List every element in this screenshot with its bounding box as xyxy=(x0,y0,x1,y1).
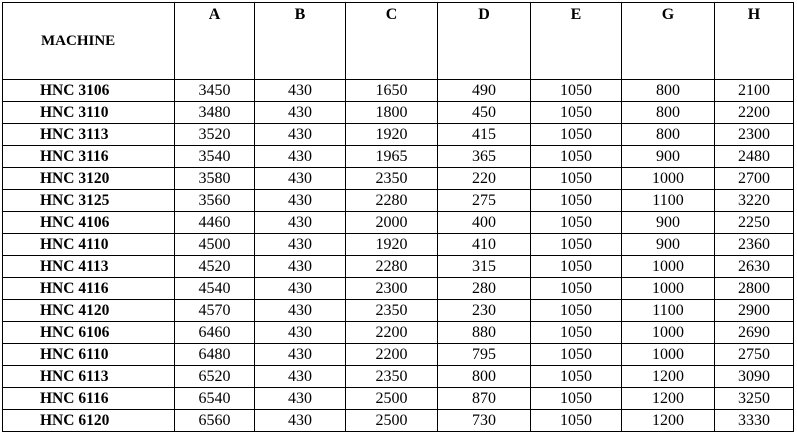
header-col-h: H xyxy=(715,3,794,80)
value-cell: 2200 xyxy=(346,322,438,344)
machine-name-cell: HNC 3125 xyxy=(3,190,175,212)
value-cell: 3480 xyxy=(175,102,255,124)
table-row xyxy=(3,234,794,256)
header-col-d: D xyxy=(438,3,531,80)
value-cell: 4570 xyxy=(175,300,255,322)
value-cell: 900 xyxy=(622,212,715,234)
value-cell: 1920 xyxy=(346,234,438,256)
value-cell: 2200 xyxy=(346,344,438,366)
value-cell: 4520 xyxy=(175,256,255,278)
value-cell: 1100 xyxy=(622,190,715,212)
value-cell: 1050 xyxy=(531,212,622,234)
value-cell: 4540 xyxy=(175,278,255,300)
value-cell: 1050 xyxy=(531,344,622,366)
value-cell: 1050 xyxy=(531,322,622,344)
machine-name-cell: HNC 4113 xyxy=(3,256,175,278)
value-cell: 430 xyxy=(255,80,346,102)
value-cell: 4500 xyxy=(175,234,255,256)
table-row xyxy=(3,300,794,322)
value-cell: 1200 xyxy=(622,388,715,410)
machine-dimensions-table xyxy=(2,2,794,432)
value-cell: 430 xyxy=(255,366,346,388)
value-cell: 400 xyxy=(438,212,531,234)
machine-name-cell: HNC 6106 xyxy=(3,322,175,344)
value-cell: 4460 xyxy=(175,212,255,234)
table-row xyxy=(3,256,794,278)
table-row xyxy=(3,278,794,300)
value-cell: 1050 xyxy=(531,102,622,124)
value-cell: 795 xyxy=(438,344,531,366)
header-col-a: A xyxy=(175,3,255,80)
value-cell: 900 xyxy=(622,146,715,168)
value-cell: 1800 xyxy=(346,102,438,124)
header-col-c: C xyxy=(346,3,438,80)
value-cell: 1965 xyxy=(346,146,438,168)
value-cell: 430 xyxy=(255,410,346,432)
value-cell: 2500 xyxy=(346,388,438,410)
table-row xyxy=(3,168,794,190)
value-cell: 6460 xyxy=(175,322,255,344)
value-cell: 2100 xyxy=(715,80,794,102)
value-cell: 1050 xyxy=(531,256,622,278)
machine-name-cell: HNC 3110 xyxy=(3,102,175,124)
value-cell: 2480 xyxy=(715,146,794,168)
value-cell: 2500 xyxy=(346,410,438,432)
value-cell: 2350 xyxy=(346,168,438,190)
machine-name-cell: HNC 6116 xyxy=(3,388,175,410)
value-cell: 1200 xyxy=(622,366,715,388)
value-cell: 2000 xyxy=(346,212,438,234)
value-cell: 220 xyxy=(438,168,531,190)
value-cell: 800 xyxy=(622,80,715,102)
table-row xyxy=(3,102,794,124)
value-cell: 730 xyxy=(438,410,531,432)
value-cell: 2200 xyxy=(715,102,794,124)
value-cell: 6480 xyxy=(175,344,255,366)
value-cell: 3330 xyxy=(715,410,794,432)
value-cell: 430 xyxy=(255,256,346,278)
value-cell: 1000 xyxy=(622,168,715,190)
header-col-e: E xyxy=(531,3,622,80)
value-cell: 870 xyxy=(438,388,531,410)
value-cell: 3220 xyxy=(715,190,794,212)
value-cell: 1050 xyxy=(531,124,622,146)
value-cell: 6540 xyxy=(175,388,255,410)
value-cell: 2690 xyxy=(715,322,794,344)
value-cell: 430 xyxy=(255,278,346,300)
header-machine: MACHINE xyxy=(3,3,175,80)
table-body xyxy=(3,80,794,432)
value-cell: 315 xyxy=(438,256,531,278)
value-cell: 800 xyxy=(622,102,715,124)
value-cell: 280 xyxy=(438,278,531,300)
value-cell: 3090 xyxy=(715,366,794,388)
value-cell: 1050 xyxy=(531,388,622,410)
table-row xyxy=(3,344,794,366)
machine-name-cell: HNC 3113 xyxy=(3,124,175,146)
value-cell: 2360 xyxy=(715,234,794,256)
value-cell: 1650 xyxy=(346,80,438,102)
value-cell: 415 xyxy=(438,124,531,146)
table-row xyxy=(3,124,794,146)
value-cell: 2700 xyxy=(715,168,794,190)
machine-name-cell: HNC 6110 xyxy=(3,344,175,366)
value-cell: 1920 xyxy=(346,124,438,146)
value-cell: 1050 xyxy=(531,300,622,322)
value-cell: 2300 xyxy=(346,278,438,300)
value-cell: 430 xyxy=(255,212,346,234)
value-cell: 430 xyxy=(255,146,346,168)
value-cell: 430 xyxy=(255,190,346,212)
machine-name-cell: HNC 4106 xyxy=(3,212,175,234)
machine-name-cell: HNC 6113 xyxy=(3,366,175,388)
value-cell: 2800 xyxy=(715,278,794,300)
value-cell: 3560 xyxy=(175,190,255,212)
value-cell: 2280 xyxy=(346,190,438,212)
value-cell: 430 xyxy=(255,124,346,146)
value-cell: 365 xyxy=(438,146,531,168)
value-cell: 1000 xyxy=(622,344,715,366)
value-cell: 2280 xyxy=(346,256,438,278)
machine-name-cell: HNC 3120 xyxy=(3,168,175,190)
header-col-g: G xyxy=(622,3,715,80)
value-cell: 1050 xyxy=(531,278,622,300)
value-cell: 410 xyxy=(438,234,531,256)
value-cell: 880 xyxy=(438,322,531,344)
value-cell: 2900 xyxy=(715,300,794,322)
value-cell: 1050 xyxy=(531,190,622,212)
value-cell: 430 xyxy=(255,168,346,190)
table-row xyxy=(3,410,794,432)
table-header xyxy=(3,3,794,80)
value-cell: 490 xyxy=(438,80,531,102)
value-cell: 1050 xyxy=(531,80,622,102)
value-cell: 2350 xyxy=(346,366,438,388)
value-cell: 430 xyxy=(255,344,346,366)
value-cell: 3520 xyxy=(175,124,255,146)
value-cell: 1000 xyxy=(622,256,715,278)
machine-name-cell: HNC 4120 xyxy=(3,300,175,322)
table-row xyxy=(3,80,794,102)
value-cell: 2250 xyxy=(715,212,794,234)
value-cell: 1050 xyxy=(531,168,622,190)
value-cell: 230 xyxy=(438,300,531,322)
value-cell: 2350 xyxy=(346,300,438,322)
value-cell: 1050 xyxy=(531,410,622,432)
table-row xyxy=(3,366,794,388)
value-cell: 2750 xyxy=(715,344,794,366)
value-cell: 3450 xyxy=(175,80,255,102)
machine-name-cell: HNC 6120 xyxy=(3,410,175,432)
value-cell: 1000 xyxy=(622,278,715,300)
value-cell: 430 xyxy=(255,322,346,344)
value-cell: 450 xyxy=(438,102,531,124)
value-cell: 3540 xyxy=(175,146,255,168)
value-cell: 430 xyxy=(255,388,346,410)
value-cell: 800 xyxy=(622,124,715,146)
value-cell: 3250 xyxy=(715,388,794,410)
value-cell: 6560 xyxy=(175,410,255,432)
value-cell: 800 xyxy=(438,366,531,388)
table-row xyxy=(3,212,794,234)
value-cell: 3580 xyxy=(175,168,255,190)
value-cell: 6520 xyxy=(175,366,255,388)
header-col-b: B xyxy=(255,3,346,80)
value-cell: 1050 xyxy=(531,234,622,256)
value-cell: 1100 xyxy=(622,300,715,322)
machine-name-cell: HNC 4110 xyxy=(3,234,175,256)
table-row xyxy=(3,322,794,344)
value-cell: 900 xyxy=(622,234,715,256)
value-cell: 275 xyxy=(438,190,531,212)
value-cell: 1000 xyxy=(622,322,715,344)
machine-name-cell: HNC 3106 xyxy=(3,80,175,102)
value-cell: 1050 xyxy=(531,146,622,168)
value-cell: 2630 xyxy=(715,256,794,278)
header-row xyxy=(3,3,794,80)
value-cell: 1200 xyxy=(622,410,715,432)
value-cell: 430 xyxy=(255,102,346,124)
table-row xyxy=(3,388,794,410)
machine-name-cell: HNC 4116 xyxy=(3,278,175,300)
value-cell: 430 xyxy=(255,300,346,322)
table-row xyxy=(3,190,794,212)
machine-name-cell: HNC 3116 xyxy=(3,146,175,168)
table-row xyxy=(3,146,794,168)
value-cell: 430 xyxy=(255,234,346,256)
value-cell: 2300 xyxy=(715,124,794,146)
value-cell: 1050 xyxy=(531,366,622,388)
